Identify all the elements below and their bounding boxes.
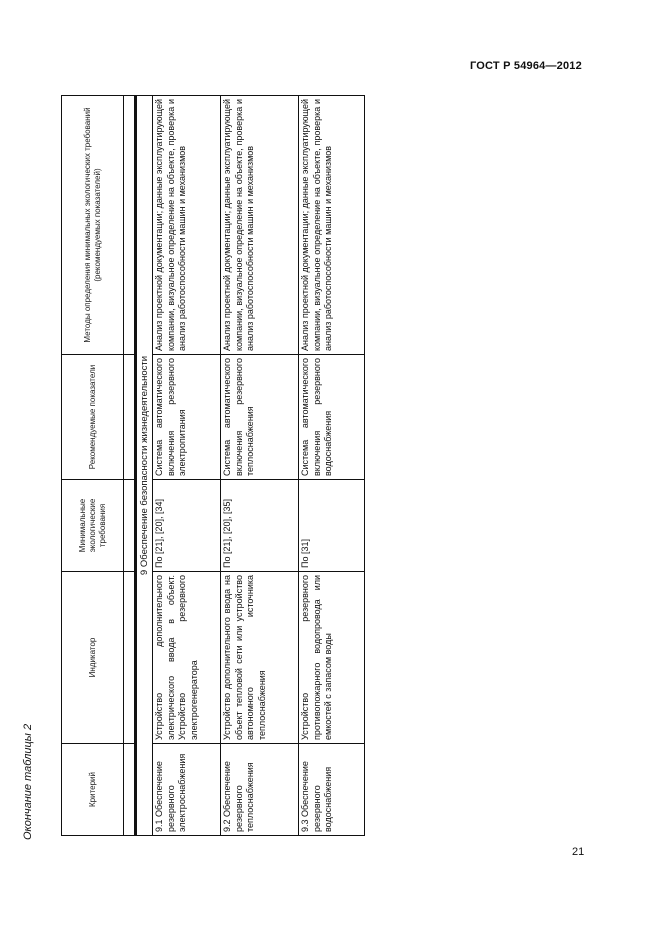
page-number: 21 (572, 846, 585, 858)
section-title: 9 Обеспечение безопасности жизнедеятельности (136, 96, 153, 836)
table-caption: Окончание таблицы 2 (22, 723, 34, 840)
indicator-cell: Устройство дополнительного электрического ввода в объект. Устройство резервного электрогенератора (153, 572, 221, 744)
table-row (153, 96, 221, 836)
indicator-cell: Устройство резервного противопожарного водопровода или емкостей с запасом воды (299, 572, 365, 744)
table-divider-row (124, 96, 136, 836)
rotated-table-container (61, 96, 349, 836)
methods-cell: Анализ проектной документации; данные эксплуатирующей компании, визуальное определение на объекте, проверка и анализ работоспособности машин и механизмов (221, 96, 299, 355)
column-header-indicator: Индикатор (62, 572, 124, 744)
requirements-cell: По [21], [20], [35] (221, 480, 299, 572)
table-header-row (62, 96, 124, 836)
table-row (221, 96, 299, 836)
column-header-requirements: Минимальные экологические требования (62, 480, 124, 572)
criterion-cell: 9.3 Обеспечение резервного водоснабжения (299, 744, 365, 836)
requirements-table (61, 95, 365, 836)
methods-cell: Анализ проектной документации; данные эксплуатирующей компании, визуальное определение на объекте, проверка и анализ работоспособности машин и механизмов (153, 96, 221, 355)
table-row (299, 96, 365, 836)
requirements-cell: По [21], [20], [34] (153, 480, 221, 572)
methods-cell: Анализ проектной документации; данные эксплуатирующей компании, визуальное определение на объекте, проверка и анализ работоспособности машин и механизмов (299, 96, 365, 355)
section-row (136, 96, 153, 836)
indicator-cell: Устройство дополнительного ввода на объект тепловой сети или устройство автономного источника теплоснабжения (221, 572, 299, 744)
column-header-recommended: Рекомендуемые показатели (62, 355, 124, 480)
column-header-methods: Методы определения минимальных экологических требований (рекомендуемых показателей) (62, 96, 124, 355)
recommended-cell: Система автоматического включения резервного водоснабжения (299, 355, 365, 480)
criterion-cell: 9.1 Обеспечение резервного электроснабжения (153, 744, 221, 836)
requirements-cell: По [31] (299, 480, 365, 572)
column-header-criterion: Критерий (62, 744, 124, 836)
recommended-cell: Система автоматического включения резервного электропитания (153, 355, 221, 480)
criterion-cell: 9.2 Обеспечение резервного теплоснабжения (221, 744, 299, 836)
standard-designation: ГОСТ Р 54964—2012 (470, 60, 582, 72)
recommended-cell: Система автоматического включения резервного теплоснабжения (221, 355, 299, 480)
